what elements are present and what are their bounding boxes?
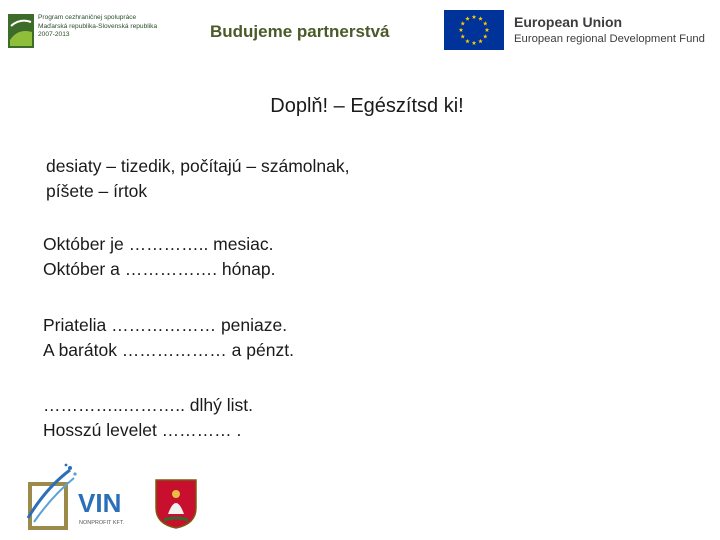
exercise-slovak: …………..……….. dlhý list. [43,395,254,415]
exercise-pair [43,313,294,363]
coat-of-arms-icon [154,478,198,530]
program-logo-line: Maďarská republika-Slovenská republika [38,22,158,30]
slide-title: Doplň! – Egészítsd ki! [270,95,464,117]
vin-logo-text: VIN [78,488,122,518]
exercise-pair [43,393,253,443]
vin-swirl-icon [28,464,77,528]
exercise-pair [43,232,275,282]
exercise-hungarian: Október a ……………. hónap. [43,259,276,279]
word-hint-line: píšete – írtok [46,181,148,201]
exercise-slovak: Október je ………….. mesiac. [43,234,274,254]
eu-flag-icon [444,10,504,50]
word-hints [46,154,350,204]
word-hint-line: desiaty – tizedik, počítajú – számolnak, [46,156,350,176]
eu-title: European Union [514,14,623,30]
vin-logo-subtext: NONPROFIT KFT. [79,520,125,526]
program-mark-icon [8,14,34,48]
program-logo-line: Program cezhraničnej spolupráce [38,14,137,21]
exercise-slovak: Priatelia ……………… peniaze. [43,315,288,335]
program-logo-line: 2007-2013 [38,31,70,39]
vin-logo [26,462,144,530]
exercise-hungarian: Hosszú levelet ………… . [43,420,242,440]
program-logo [8,12,198,54]
eu-fund-name: European regional Development Fund [514,33,705,45]
partnership-title: Budujeme partnerstvá [210,22,390,41]
exercise-hungarian: A barátok ……………… a pénzt. [43,340,294,360]
